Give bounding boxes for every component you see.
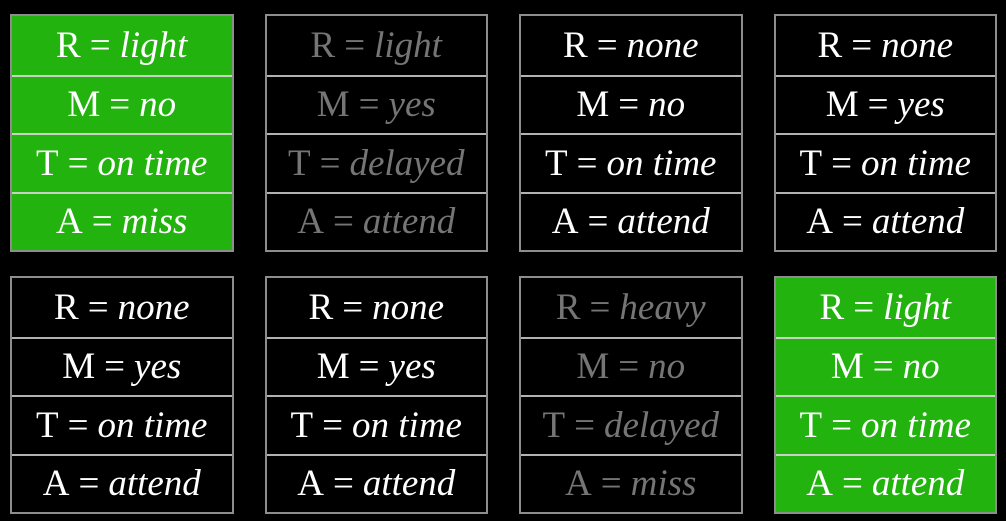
variable-value: on time: [97, 404, 208, 446]
variable-value: no: [648, 346, 686, 388]
equals-sign: =: [332, 463, 354, 505]
equals-sign: =: [67, 142, 89, 184]
variable-value: miss: [121, 201, 188, 243]
variable-value: yes: [897, 84, 945, 126]
variable-value: attend: [871, 201, 965, 243]
equals-sign: =: [618, 84, 640, 126]
variable-value: on time: [606, 142, 717, 184]
variable-value: miss: [630, 463, 697, 505]
variable-letter: A: [297, 463, 324, 505]
variable-value: delayed: [603, 404, 720, 446]
equals-sign: =: [853, 286, 875, 328]
variable-letter: M: [316, 346, 350, 388]
variable-value: heavy: [619, 286, 706, 328]
equals-sign: =: [344, 24, 366, 66]
variable-letter: T: [36, 404, 59, 446]
assignment-row-t: [776, 395, 996, 454]
sample-card: [10, 276, 234, 514]
variable-letter: R: [819, 286, 845, 328]
variable-value: on time: [861, 404, 971, 446]
variable-letter: A: [565, 463, 592, 505]
equals-sign: =: [831, 142, 853, 184]
equals-sign: =: [332, 201, 354, 243]
variable-letter: A: [806, 463, 833, 505]
variable-value: attend: [617, 201, 710, 243]
variable-value: delayed: [349, 142, 465, 184]
variable-value: no: [139, 84, 177, 126]
variable-letter: T: [799, 142, 823, 184]
variable-value: yes: [388, 84, 436, 126]
equals-sign: =: [322, 404, 344, 446]
variable-letter: R: [817, 24, 843, 66]
variable-value: attend: [362, 201, 456, 243]
equals-sign: =: [841, 201, 863, 243]
sample-card: [265, 276, 489, 514]
assignment-row-t: [267, 395, 487, 454]
variable-letter: M: [67, 84, 101, 126]
assignment-row-m: [776, 75, 996, 134]
sample-card: [774, 14, 998, 252]
assignment-row-r: [267, 278, 487, 337]
equals-sign: =: [576, 142, 598, 184]
assignment-row-r: [12, 16, 232, 75]
equals-sign: =: [67, 404, 89, 446]
equals-sign: =: [91, 201, 113, 243]
variable-value: attend: [871, 463, 965, 505]
sample-card: [519, 14, 743, 252]
variable-letter: R: [308, 286, 334, 328]
variable-letter: M: [830, 346, 864, 388]
assignment-row-m: [521, 337, 741, 396]
equals-sign: =: [589, 286, 611, 328]
sample-card: [265, 14, 489, 252]
assignment-row-t: [12, 395, 232, 454]
variable-value: none: [881, 24, 953, 66]
assignment-row-r: [776, 16, 996, 75]
variable-value: attend: [362, 463, 456, 505]
equals-sign: =: [841, 463, 863, 505]
equals-sign: =: [618, 346, 640, 388]
sample-grid: [10, 14, 997, 514]
equals-sign: =: [109, 84, 131, 126]
equals-sign: =: [87, 286, 109, 328]
variable-letter: A: [551, 201, 579, 243]
assignment-row-a: [521, 454, 741, 513]
variable-value: no: [648, 84, 686, 126]
variable-letter: M: [316, 84, 350, 126]
assignment-row-r: [267, 16, 487, 75]
variable-value: light: [119, 24, 188, 66]
variable-letter: T: [799, 404, 823, 446]
variable-letter: A: [297, 201, 324, 243]
assignment-row-a: [776, 192, 996, 251]
equals-sign: =: [867, 84, 889, 126]
variable-value: yes: [134, 346, 182, 388]
equals-sign: =: [872, 346, 894, 388]
equals-sign: =: [358, 84, 380, 126]
variable-letter: T: [287, 142, 311, 184]
assignment-row-m: [267, 337, 487, 396]
variable-value: on time: [861, 142, 971, 184]
assignment-row-m: [267, 75, 487, 134]
equals-sign: =: [600, 463, 622, 505]
equals-sign: =: [89, 24, 111, 66]
equals-sign: =: [574, 404, 595, 446]
assignment-row-a: [776, 454, 996, 513]
variable-value: none: [117, 286, 190, 328]
equals-sign: =: [851, 24, 873, 66]
equals-sign: =: [319, 142, 341, 184]
assignment-row-t: [12, 133, 232, 192]
equals-sign: =: [587, 201, 609, 243]
variable-letter: T: [545, 142, 568, 184]
assignment-row-m: [12, 75, 232, 134]
sample-card: [519, 276, 743, 514]
variable-value: attend: [108, 463, 201, 505]
variable-value: light: [374, 24, 442, 66]
assignment-row-t: [521, 133, 741, 192]
variable-letter: T: [36, 142, 59, 184]
equals-sign: =: [78, 463, 100, 505]
variable-value: none: [372, 286, 444, 328]
sample-card: [10, 14, 234, 252]
assignment-row-t: [267, 133, 487, 192]
assignment-row-r: [776, 278, 996, 337]
variable-value: yes: [388, 346, 436, 388]
assignment-row-t: [521, 395, 741, 454]
variable-letter: T: [290, 404, 314, 446]
equals-sign: =: [358, 346, 380, 388]
assignment-row-m: [776, 337, 996, 396]
variable-letter: R: [310, 24, 336, 66]
equals-sign: =: [596, 24, 618, 66]
variable-letter: R: [555, 286, 581, 328]
variable-value: none: [626, 24, 699, 66]
assignment-row-r: [521, 16, 741, 75]
assignment-row-m: [521, 75, 741, 134]
variable-value: on time: [352, 404, 462, 446]
equals-sign: =: [104, 346, 126, 388]
assignment-row-r: [521, 278, 741, 337]
variable-letter: A: [806, 201, 833, 243]
variable-letter: T: [542, 404, 566, 446]
variable-letter: R: [563, 24, 588, 66]
equals-sign: =: [342, 286, 364, 328]
assignment-row-a: [267, 192, 487, 251]
assignment-row-a: [521, 192, 741, 251]
variable-letter: A: [42, 463, 70, 505]
variable-value: light: [883, 286, 951, 328]
variable-letter: M: [62, 346, 96, 388]
variable-letter: M: [576, 84, 610, 126]
assignment-row-t: [776, 133, 996, 192]
assignment-row-a: [12, 454, 232, 513]
assignment-row-a: [267, 454, 487, 513]
assignment-row-r: [12, 278, 232, 337]
variable-value: on time: [97, 142, 208, 184]
assignment-row-m: [12, 337, 232, 396]
variable-letter: A: [56, 201, 83, 243]
variable-letter: R: [54, 286, 79, 328]
variable-letter: M: [576, 346, 610, 388]
equals-sign: =: [831, 404, 853, 446]
assignment-row-a: [12, 192, 232, 251]
variable-value: no: [902, 346, 940, 388]
variable-letter: R: [56, 24, 81, 66]
sample-card: [774, 276, 998, 514]
variable-letter: M: [825, 84, 859, 126]
